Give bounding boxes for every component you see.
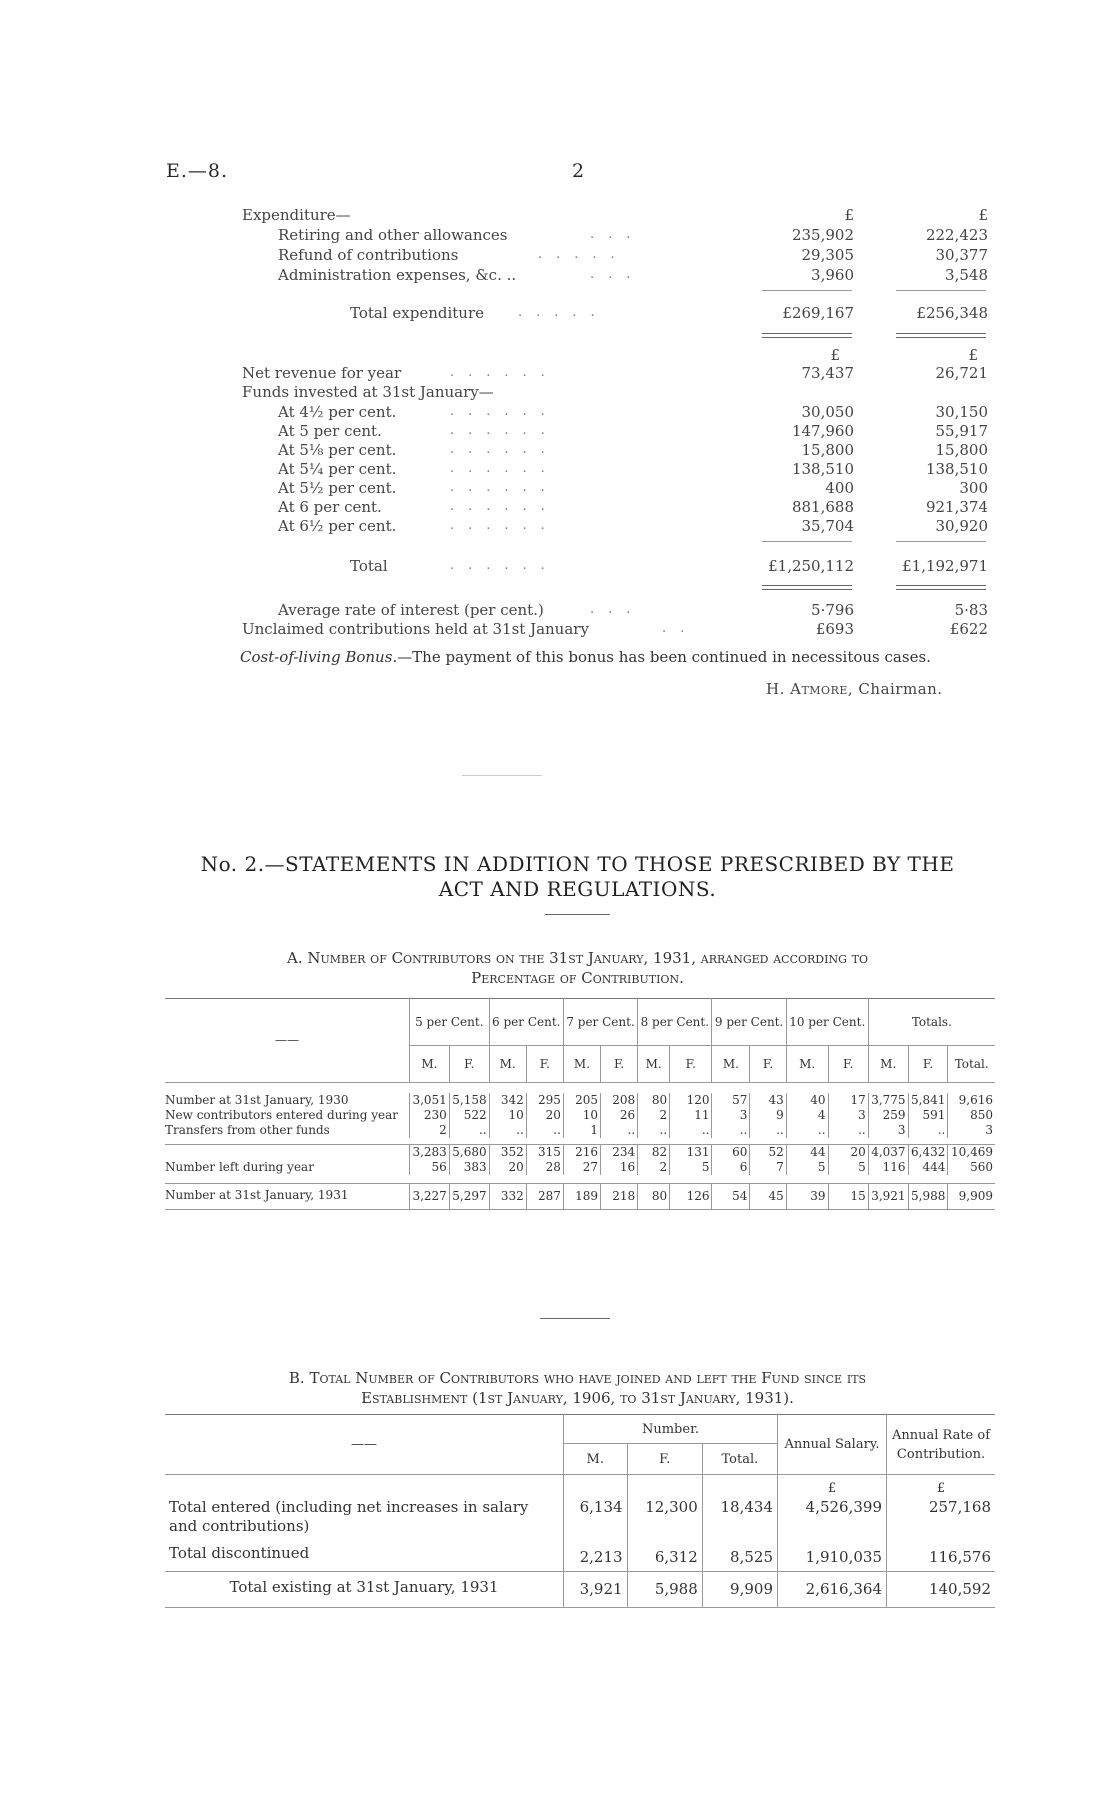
group-header: 7 per Cent. bbox=[563, 999, 637, 1046]
table-row: Total discontinued 2,213 6,312 8,525 1,910,035 116,576 bbox=[165, 1544, 995, 1572]
currency-header-row bbox=[0, 205, 1114, 225]
table-a-title: A. Number of Contributors on the 31st January, 1931, arranged according to Percentage of Contribution. bbox=[286, 949, 869, 987]
fund-row: At 6½ per cent. ...... 35,704 30,920 bbox=[278, 517, 988, 535]
stub-header: —— bbox=[351, 1437, 377, 1452]
net-revenue-row: Net revenue for year ...... 73,437 26,721 bbox=[242, 364, 988, 382]
fund-row: At 5½ per cent. ...... 400 300 bbox=[278, 479, 988, 497]
group-header: 10 per Cent. bbox=[786, 999, 868, 1046]
page-number: 2 bbox=[572, 160, 585, 182]
stub-header: —— bbox=[275, 1033, 299, 1047]
signature-name: H. Atmore bbox=[766, 680, 848, 698]
fund-row: At 6 per cent. ...... 881,688 921,374 bbox=[278, 498, 988, 516]
fund-row: At 4½ per cent. ...... 30,050 30,150 bbox=[278, 403, 988, 421]
section-title: No. 2.—STATEMENTS IN ADDITION TO THOSE PRESCRIBED BY THE ACT AND REGULATIONS. bbox=[200, 852, 955, 901]
average-rate-row: Average rate of interest (per cent.) ... 5·796 5·83 bbox=[278, 601, 988, 619]
contributors-by-percentage-table: —— 5 per Cent. 6 per Cent. 7 per Cent. 8 per Cent. 9 per Cent. 10 per Cent. Totals. M. F. M. F. M. F. M. F. M. F. M. F. M. F. Total. Number at 31st January, 1930 3,051 5,158 342 295 205 208 80 120 57 43 40 17 3,775 5,841 9,616 New contributors entered during year 230 522 10 20 10 26 2 11 3 9 4 3 259 591 850 Transfers from other funds 2 .. .. .. 1 .. .. .. .. .. .. .. 3 .. 3 3,283 5,680 352 315 216 234 82 131 60 52 44 20 4,037 6,432 10,469 Number left during year 56 383 20 28 27 16 2 5 6 7 5 5 116 444 560 Number at 31st January, 1931 3,227 5,297 332 287 189 218 80 126 54 45 39 15 3,921 5,988 9,909 bbox=[165, 998, 995, 1210]
table-row: Total entered (including net increases in salary and contributions) 6,134 12,300 18,434 4,526,399 257,168 bbox=[165, 1498, 995, 1544]
group-header: 6 per Cent. bbox=[489, 999, 563, 1046]
number-header: Number. bbox=[564, 1415, 778, 1444]
expenditure-row: Retiring and other allowances ... 235,902 222,423 bbox=[278, 226, 988, 244]
table-row: Number at 31st January, 1930 3,051 5,158 342 295 205 208 80 120 57 43 40 17 3,775 5,841 9,616 bbox=[165, 1093, 993, 1107]
contributors-since-establishment-table: —— Number. Annual Salary. Annual Rate of Contribution. M. F. Total. £ £ Total entered (including net increases in salary and contributions) 6,134 12,300 18,434 4,526,399 257,168 Total discontinued 2,213 6,312 8,525 1,910,035 116,576 Total existing at 31st January, 1931 3,921 5,988 9,909 2,616,364 140,592 bbox=[165, 1414, 995, 1608]
table-row: Number at 31st January, 1931 3,227 5,297 332 287 189 218 80 126 54 45 39 15 3,921 5,988 9,909 bbox=[165, 1184, 995, 1210]
signature bbox=[766, 680, 943, 698]
salary-header: Annual Salary. bbox=[778, 1415, 887, 1475]
divider bbox=[540, 1318, 610, 1319]
table-row: Transfers from other funds 2 .. .. .. 1 .. .. .. .. .. .. .. 3 .. 3 bbox=[165, 1123, 993, 1137]
group-header: Totals. bbox=[868, 999, 995, 1046]
note-text: —The payment of this bonus has been continued in necessitous cases. bbox=[397, 648, 931, 666]
divider bbox=[462, 775, 542, 776]
table-row: Total existing at 31st January, 1931 3,921 5,988 9,909 2,616,364 140,592 bbox=[165, 1572, 995, 1608]
table-row: Number left during year 56 383 20 28 27 16 2 5 6 7 5 5 116 444 560 bbox=[165, 1160, 993, 1174]
currency-row: £ £ bbox=[830, 346, 978, 364]
currency-symbol-y2: £ bbox=[978, 206, 988, 224]
divider bbox=[545, 914, 610, 915]
funds-heading: Funds invested at 31st January— bbox=[242, 383, 494, 401]
unclaimed-row: Unclaimed contributions held at 31st January .. £693 £622 bbox=[242, 620, 988, 638]
group-header: 5 per Cent. bbox=[410, 999, 490, 1046]
group-header: 9 per Cent. bbox=[712, 999, 786, 1046]
expenditure-row: Refund of contributions ..... 29,305 30,377 bbox=[278, 246, 988, 264]
fund-row: At 5⅛ per cent. ...... 15,800 15,800 bbox=[278, 441, 988, 459]
cost-of-living-note bbox=[240, 648, 931, 666]
rate-header: Annual Rate of Contribution. bbox=[887, 1415, 996, 1475]
table-b-title: B. Total Number of Contributors who have joined and left the Fund since its Establishment (1st January, 1906, to 31st January, 1931). bbox=[288, 1369, 867, 1407]
fund-row: At 5¼ per cent. ...... 138,510 138,510 bbox=[278, 460, 988, 478]
currency-symbol-y1: £ bbox=[844, 206, 854, 224]
expenditure-heading: Expenditure— bbox=[242, 206, 351, 224]
fund-row: At 5 per cent. ...... 147,960 55,917 bbox=[278, 422, 988, 440]
signature-role: , Chairman. bbox=[847, 680, 943, 698]
funds-total-row: Total ...... £1,250,112 £1,192,971 bbox=[350, 557, 988, 575]
document-reference: E.—8. bbox=[166, 160, 229, 182]
note-title: Cost-of-living Bonus. bbox=[240, 648, 398, 666]
table-row: New contributors entered during year 230 522 10 20 10 26 2 11 3 9 4 3 259 591 850 bbox=[165, 1108, 993, 1122]
group-header: 8 per Cent. bbox=[638, 999, 712, 1046]
expenditure-row: Administration expenses, &c. .. ... 3,960 3,548 bbox=[278, 266, 988, 284]
total-expenditure-row: Total expenditure ..... £269,167 £256,348 bbox=[350, 304, 988, 322]
table-row: 3,283 5,680 352 315 216 234 82 131 60 52 44 20 4,037 6,432 10,469 bbox=[165, 1145, 995, 1161]
